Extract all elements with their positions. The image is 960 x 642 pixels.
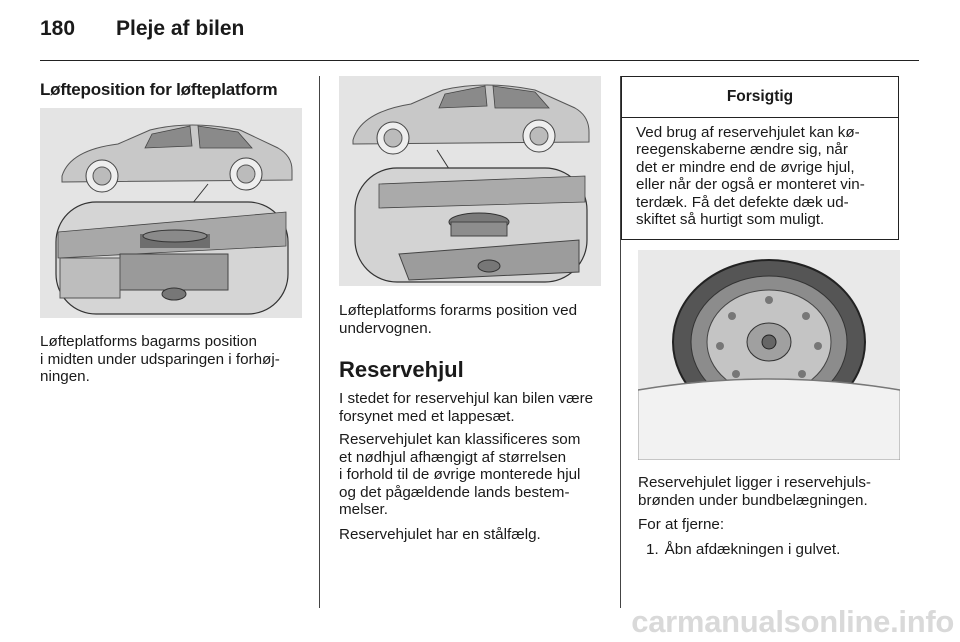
spare-wheel-figure	[638, 250, 900, 460]
paragraph: I stedet for reservehjul kan bilen være forsynet med et lappesæt.	[339, 390, 594, 425]
caution-box	[621, 76, 899, 240]
step-number: 1.	[646, 541, 659, 558]
step-text: Åbn afdækningen i gulvet.	[664, 541, 841, 558]
header-divider	[40, 60, 919, 61]
column-divider	[319, 76, 320, 608]
step-item	[646, 541, 840, 559]
watermark: carmanualsonline.info	[631, 604, 954, 639]
paragraph: Reservehjulet har en stålfælg.	[339, 526, 541, 543]
instruction-intro: For at fjerne:	[638, 516, 725, 533]
section-heading: Reservehjul	[339, 357, 464, 382]
caution-text: Ved brug af reservehjulet kan kø- reegenskaberne ændre sig, når det er mindre end de øvrige hjul, eller når der også er monteret vin- terdæk. Få det defekte dæk ud- skiftet så hurtigt som muligt.	[636, 124, 865, 229]
caution-title: Forsigtig	[622, 77, 898, 118]
section-title: Løfteposition for løfteplatform	[40, 80, 278, 99]
lift-front-arm-figure	[339, 76, 601, 286]
chapter-title: Pleje af bilen	[116, 17, 245, 40]
figure-caption: Reservehjulet ligger i reservehjuls- brønden under bundbelægningen.	[638, 474, 871, 509]
figure-caption: Løfteplatforms forarms position ved undervognen.	[339, 302, 578, 337]
page-number: 180	[40, 17, 76, 40]
figure-caption: Løfteplatforms bagarms position i midten under udsparingen i forhøj- ningen.	[40, 333, 280, 385]
lift-rear-arm-figure	[40, 108, 302, 318]
paragraph: Reservehjulet kan klassificeres som et nødhjul afhængigt af størrelsen i forhold til de øvrige monterede hjul og det pågældende lands bestem- melser.	[339, 431, 581, 518]
